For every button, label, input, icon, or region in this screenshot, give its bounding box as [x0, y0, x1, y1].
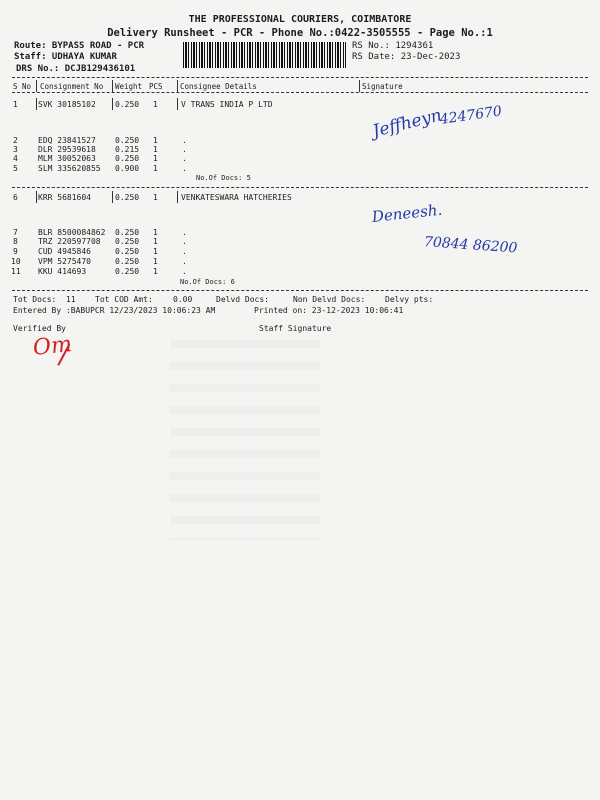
cell-consignment: MLM 30052063	[38, 154, 96, 163]
col-header-weight: Weight	[115, 82, 143, 91]
cell-sno: 2	[13, 136, 18, 145]
runsheet-title: Delivery Runsheet - PCR - Phone No.:0422-3505555 - Page No.:1	[107, 27, 493, 39]
verifier-signature: Om	[31, 332, 74, 361]
column-line	[359, 80, 360, 92]
cell-consignee: .	[182, 145, 187, 154]
total-docs-value: 11	[66, 295, 76, 304]
entered-by: Entered By :BABUPCR 12/23/2023 10:06:23 AM	[13, 306, 216, 315]
cell-consignee: .	[182, 247, 187, 256]
totals-divider	[12, 290, 588, 291]
cell-pcs: 1	[153, 154, 158, 163]
cell-sno: 7	[13, 228, 18, 237]
col-header-pcs: PCS	[149, 82, 163, 91]
cell-consignment: SVK 30185102	[38, 100, 96, 109]
cell-consignment: CUD 4945846	[38, 247, 91, 256]
staff-label: Staff: UDHAYA KUMAR	[14, 52, 117, 62]
cell-consignment: SLM 335620855	[38, 164, 101, 173]
group-divider	[12, 187, 588, 188]
cell-consignee: .	[182, 257, 187, 266]
reverse-bleed-through	[170, 340, 320, 540]
cell-sno: 4	[13, 154, 18, 163]
column-line	[177, 191, 178, 203]
column-line	[112, 80, 113, 92]
cell-consignee: .	[182, 136, 187, 145]
cell-consignee: .	[182, 164, 187, 173]
cell-consignee: VENKATESWARA HATCHERIES	[181, 193, 292, 202]
col-header-sno: S No	[13, 82, 32, 91]
receiver-signature: Jeffheyn	[370, 105, 444, 142]
cell-pcs: 1	[153, 228, 158, 237]
non-delivered-docs-label: Non Delvd Docs:	[293, 295, 366, 304]
cell-consignment: KKU 414693	[38, 267, 87, 276]
cell-consignee: .	[182, 267, 187, 276]
cell-weight: 0.250	[115, 154, 140, 163]
column-line	[177, 80, 178, 92]
cell-consignee: .	[182, 154, 187, 163]
receiver-phone: 4247670	[438, 103, 503, 128]
docs-count: No.Of Docs: 5	[196, 174, 251, 182]
cell-weight: 0.250	[115, 228, 140, 237]
staff-signature-label: Staff Signature	[259, 324, 332, 333]
cell-pcs: 1	[153, 136, 158, 145]
verified-by-label: Verified By	[13, 324, 66, 333]
col-header-consignee: Consignee Details	[180, 82, 257, 91]
cell-sno: 10	[11, 257, 21, 266]
cell-sno: 3	[13, 145, 18, 154]
cell-weight: 0.250	[115, 257, 140, 266]
cell-pcs: 1	[153, 193, 158, 202]
cell-consignment: KRR 5681604	[38, 193, 91, 202]
cell-consignment: DLR 29539618	[38, 145, 96, 154]
cell-weight: 0.250	[115, 136, 140, 145]
col-header-signature: Signature	[362, 82, 403, 91]
cell-sno: 6	[13, 193, 18, 202]
cell-pcs: 1	[153, 237, 158, 246]
column-line	[36, 191, 37, 203]
header-divider-top	[12, 77, 588, 78]
cell-sno: 5	[13, 164, 18, 173]
cell-pcs: 1	[153, 100, 158, 109]
cell-consignment: TRZ 220597708	[38, 237, 101, 246]
cell-sno: 11	[11, 267, 21, 276]
cell-pcs: 1	[153, 257, 158, 266]
drs-number: DRS No.: DCJB129436101	[16, 64, 136, 74]
cell-weight: 0.250	[115, 247, 140, 256]
rs-number: RS No.: 1294361	[352, 41, 434, 51]
cell-sno: 8	[13, 237, 18, 246]
cell-consignment: VPM 5275470	[38, 257, 91, 266]
cell-weight: 0.250	[115, 100, 140, 109]
cell-pcs: 1	[153, 247, 158, 256]
docs-count: No.Of Docs: 6	[180, 278, 235, 286]
column-line	[112, 191, 113, 203]
cell-pcs: 1	[153, 267, 158, 276]
cell-consignee: V TRANS INDIA P LTD	[181, 100, 273, 109]
cell-sno: 9	[13, 247, 18, 256]
total-cod-value: 0.00	[173, 295, 193, 304]
column-line	[112, 98, 113, 110]
cell-weight: 0.900	[115, 164, 140, 173]
delivery-points-label: Delvy pts:	[385, 295, 434, 304]
receiver-phone: 70844 86200	[423, 234, 518, 257]
total-cod-label: Tot COD Amt:	[95, 295, 153, 304]
cell-pcs: 1	[153, 164, 158, 173]
cell-weight: 0.250	[115, 267, 140, 276]
delivered-docs-label: Delvd Docs:	[216, 295, 269, 304]
cell-weight: 0.250	[115, 193, 140, 202]
receiver-signature: Deneesh.	[371, 200, 444, 226]
company-name: THE PROFESSIONAL COURIERS, COIMBATORE	[188, 14, 412, 25]
cell-consignee: .	[182, 237, 187, 246]
total-docs-label: Tot Docs:	[13, 295, 57, 304]
header-divider-bottom	[12, 92, 588, 93]
cell-weight: 0.215	[115, 145, 140, 154]
printed-on: Printed on: 23-12-2023 10:06:41	[254, 306, 404, 315]
column-line	[36, 80, 37, 92]
cell-consignment: EDQ 23841527	[38, 136, 96, 145]
column-line	[36, 98, 37, 110]
cell-weight: 0.250	[115, 237, 140, 246]
route-label: Route: BYPASS ROAD - PCR	[14, 41, 145, 51]
column-line	[177, 98, 178, 110]
cell-pcs: 1	[153, 145, 158, 154]
barcode-image	[183, 42, 346, 68]
cell-consignee: .	[182, 228, 187, 237]
rs-date: RS Date: 23-Dec-2023	[352, 52, 461, 62]
col-header-consignment: Consignment No	[40, 82, 104, 91]
cell-consignment: BLR 8500084862	[38, 228, 106, 237]
cell-sno: 1	[13, 100, 18, 109]
